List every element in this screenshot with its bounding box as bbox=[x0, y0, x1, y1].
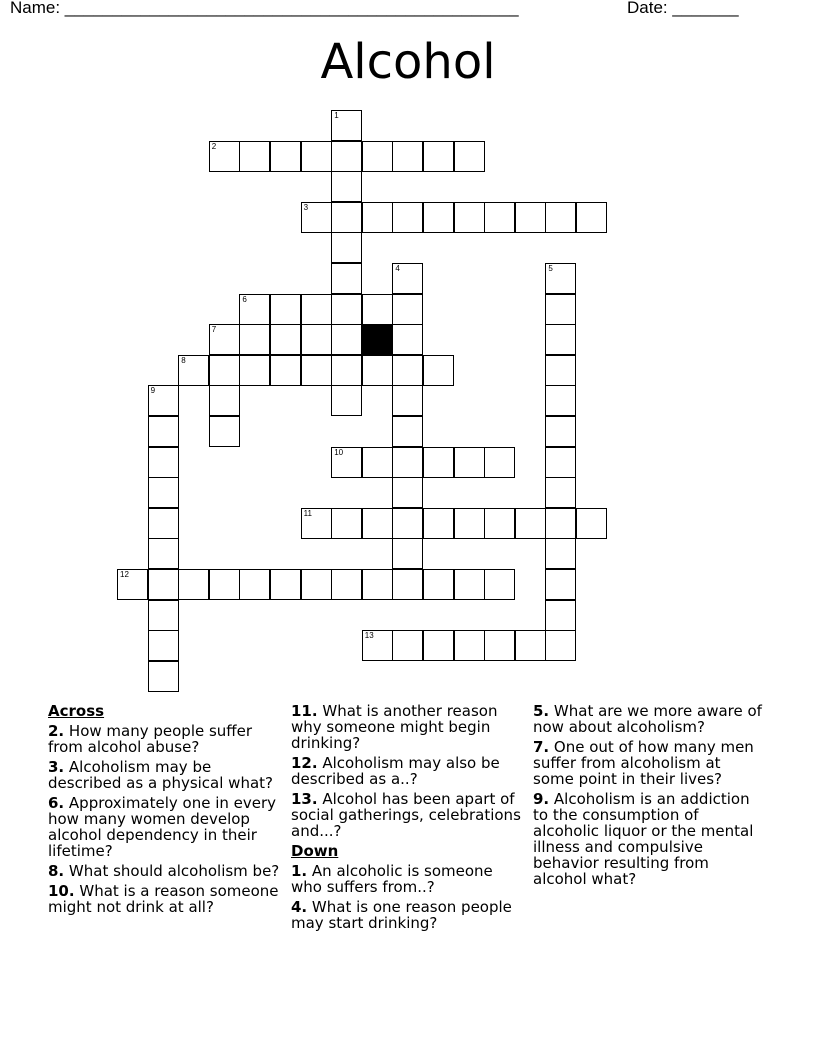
grid-cell[interactable] bbox=[331, 263, 362, 294]
grid-cell[interactable] bbox=[301, 202, 332, 233]
grid-cell[interactable] bbox=[331, 447, 362, 478]
grid-cell[interactable] bbox=[178, 569, 209, 600]
grid-cell[interactable] bbox=[148, 661, 179, 692]
clue-number: 9 bbox=[150, 386, 156, 396]
grid-cell[interactable] bbox=[148, 447, 179, 478]
grid-cell[interactable] bbox=[148, 385, 179, 416]
grid-cell[interactable] bbox=[423, 569, 454, 600]
clue-number: 5 bbox=[548, 264, 553, 273]
grid-cell[interactable] bbox=[392, 355, 423, 386]
grid-cell[interactable] bbox=[209, 141, 240, 172]
grid-cell[interactable] bbox=[545, 385, 576, 416]
grid-cell[interactable] bbox=[423, 202, 454, 233]
grid-cell[interactable] bbox=[301, 355, 332, 386]
grid-cell[interactable] bbox=[331, 294, 362, 325]
clue-number: 3 bbox=[303, 202, 309, 212]
grid-cell[interactable] bbox=[239, 141, 270, 172]
grid-cell[interactable] bbox=[301, 508, 332, 539]
grid-cell[interactable] bbox=[515, 630, 546, 661]
grid-cell[interactable] bbox=[392, 538, 423, 569]
grid-cell[interactable] bbox=[331, 110, 362, 141]
grid-cell[interactable] bbox=[515, 508, 546, 539]
grid-cell[interactable] bbox=[148, 630, 179, 661]
down-clue: 4. What is one reason people may start drinking? bbox=[291, 898, 512, 932]
grid-cell[interactable] bbox=[545, 477, 576, 508]
grid-cell[interactable] bbox=[148, 600, 179, 631]
grid-cell[interactable] bbox=[392, 324, 423, 355]
across-heading: Across bbox=[48, 702, 105, 720]
puzzle-title: Alcohol bbox=[320, 34, 496, 90]
across-clue: 13. Alcohol has been apart of social gatherings, celebrations and...? bbox=[291, 790, 521, 840]
grid-cell[interactable] bbox=[301, 324, 332, 355]
grid-cell[interactable] bbox=[484, 508, 515, 539]
grid-cell[interactable] bbox=[392, 630, 423, 661]
clue-number: 1 bbox=[334, 111, 339, 120]
grid-cell[interactable] bbox=[545, 600, 576, 631]
grid-cell[interactable] bbox=[545, 416, 576, 447]
grid-cell[interactable] bbox=[362, 447, 393, 478]
grid-cell[interactable] bbox=[392, 477, 423, 508]
black-square bbox=[362, 324, 393, 355]
grid-cell[interactable] bbox=[301, 141, 332, 172]
grid-cell[interactable] bbox=[270, 355, 301, 386]
grid-cell[interactable] bbox=[239, 294, 270, 325]
grid-cell[interactable] bbox=[545, 263, 576, 294]
grid-cell[interactable] bbox=[545, 538, 576, 569]
grid-cell[interactable] bbox=[331, 508, 362, 539]
down-clue: 9. Alcoholism is an addiction to the consumption of alcoholic liquor or the mental illness and compulsive behavior resulting from alcohol what? bbox=[533, 790, 754, 888]
grid-cell[interactable] bbox=[576, 508, 607, 539]
grid-cell[interactable] bbox=[148, 569, 179, 600]
grid-cell[interactable] bbox=[545, 202, 576, 233]
grid-cell[interactable] bbox=[117, 569, 148, 600]
grid-cell[interactable] bbox=[545, 355, 576, 386]
clues-column-1 bbox=[48, 703, 280, 919]
across-clue: 6. Approximately one in every how many women develop alcohol dependency in their lifetime? bbox=[48, 794, 277, 860]
clue-number: 13 bbox=[364, 631, 374, 641]
grid-cell[interactable] bbox=[545, 630, 576, 661]
grid-cell[interactable] bbox=[178, 355, 209, 386]
clues-column-2 bbox=[291, 703, 523, 935]
grid-cell[interactable] bbox=[545, 508, 576, 539]
grid-cell[interactable] bbox=[209, 416, 240, 447]
grid-cell[interactable] bbox=[331, 355, 362, 386]
across-clue: 8. What should alcoholism be? bbox=[48, 862, 280, 880]
across-clue: 11. What is another reason why someone might begin drinking? bbox=[291, 702, 498, 752]
grid-cell[interactable] bbox=[454, 202, 485, 233]
grid-cell[interactable] bbox=[209, 324, 240, 355]
grid-cell[interactable] bbox=[362, 202, 393, 233]
clues-column-3 bbox=[533, 703, 765, 891]
grid-cell[interactable] bbox=[454, 447, 485, 478]
grid-cell[interactable] bbox=[209, 385, 240, 416]
grid-cell[interactable] bbox=[362, 294, 393, 325]
down-clue: 5. What are we more aware of now about alcoholism? bbox=[533, 702, 762, 736]
clue-number: 6 bbox=[242, 294, 247, 304]
date-field-label: Date: _______ bbox=[627, 0, 739, 17]
grid-cell[interactable] bbox=[545, 569, 576, 600]
grid-cell[interactable] bbox=[515, 202, 546, 233]
grid-cell[interactable] bbox=[148, 416, 179, 447]
grid-cell[interactable] bbox=[362, 508, 393, 539]
grid-cell[interactable] bbox=[423, 355, 454, 386]
grid-cell[interactable] bbox=[270, 569, 301, 600]
grid-cell[interactable] bbox=[239, 324, 270, 355]
grid-cell[interactable] bbox=[301, 294, 332, 325]
grid-cell[interactable] bbox=[362, 355, 393, 386]
clue-number: 10 bbox=[334, 447, 344, 457]
grid-cell[interactable] bbox=[454, 141, 485, 172]
grid-cell[interactable] bbox=[392, 294, 423, 325]
grid-cell[interactable] bbox=[331, 385, 362, 416]
grid-cell[interactable] bbox=[392, 202, 423, 233]
grid-cell[interactable] bbox=[331, 202, 362, 233]
down-clue: 7. One out of how many men suffer from alcoholism at some point in their lives? bbox=[533, 738, 754, 788]
grid-cell[interactable] bbox=[423, 508, 454, 539]
grid-cell[interactable] bbox=[148, 508, 179, 539]
grid-cell[interactable] bbox=[270, 294, 301, 325]
grid-cell[interactable] bbox=[576, 202, 607, 233]
name-field-label: Name: ________________________________________________ bbox=[10, 0, 519, 17]
grid-cell[interactable] bbox=[331, 171, 362, 202]
grid-cell[interactable] bbox=[484, 202, 515, 233]
clue-number: 7 bbox=[211, 325, 217, 335]
grid-cell[interactable] bbox=[148, 538, 179, 569]
grid-cell[interactable] bbox=[362, 630, 393, 661]
grid-cell[interactable] bbox=[545, 447, 576, 478]
grid-cell[interactable] bbox=[239, 569, 270, 600]
grid-cell[interactable] bbox=[392, 569, 423, 600]
grid-cell[interactable] bbox=[270, 324, 301, 355]
across-clue: 2. How many people suffer from alcohol abuse? bbox=[48, 722, 253, 756]
clue-number: 8 bbox=[181, 355, 186, 365]
grid-cell[interactable] bbox=[423, 630, 454, 661]
grid-cell[interactable] bbox=[392, 508, 423, 539]
grid-cell[interactable] bbox=[392, 141, 423, 172]
down-heading: Down bbox=[291, 842, 339, 860]
grid-cell[interactable] bbox=[362, 569, 393, 600]
grid-cell[interactable] bbox=[484, 447, 515, 478]
clue-number: 12 bbox=[120, 570, 129, 579]
grid-cell[interactable] bbox=[331, 232, 362, 263]
clue-number: 11 bbox=[303, 508, 312, 518]
grid-cell[interactable] bbox=[148, 477, 179, 508]
grid-cell[interactable] bbox=[454, 630, 485, 661]
grid-cell[interactable] bbox=[331, 141, 362, 172]
grid-cell[interactable] bbox=[454, 569, 485, 600]
grid-cell[interactable] bbox=[423, 447, 454, 478]
grid-cell[interactable] bbox=[423, 141, 454, 172]
grid-cell[interactable] bbox=[454, 508, 485, 539]
grid-cell[interactable] bbox=[392, 416, 423, 447]
down-clue: 1. An alcoholic is someone who suffers from..? bbox=[291, 862, 493, 896]
across-clue: 12. Alcoholism may also be described as a..? bbox=[291, 754, 500, 788]
grid-cell[interactable] bbox=[484, 630, 515, 661]
grid-cell[interactable] bbox=[331, 569, 362, 600]
grid-cell[interactable] bbox=[362, 141, 393, 172]
grid-cell[interactable] bbox=[331, 324, 362, 355]
grid-cell[interactable] bbox=[270, 141, 301, 172]
grid-cell[interactable] bbox=[239, 355, 270, 386]
grid-cell[interactable] bbox=[392, 385, 423, 416]
grid-cell[interactable] bbox=[301, 569, 332, 600]
grid-cell[interactable] bbox=[209, 355, 240, 386]
grid-cell[interactable] bbox=[545, 324, 576, 355]
grid-cell[interactable] bbox=[209, 569, 240, 600]
across-clue: 10. What is a reason someone might not drink at all? bbox=[48, 882, 279, 916]
across-clue: 3. Alcoholism may be described as a physical what? bbox=[48, 758, 273, 792]
grid-cell[interactable] bbox=[484, 569, 515, 600]
grid-cell[interactable] bbox=[392, 447, 423, 478]
grid-cell[interactable] bbox=[545, 294, 576, 325]
grid-cell[interactable] bbox=[392, 263, 423, 294]
clue-number: 4 bbox=[395, 264, 400, 273]
clue-number: 2 bbox=[211, 141, 217, 151]
